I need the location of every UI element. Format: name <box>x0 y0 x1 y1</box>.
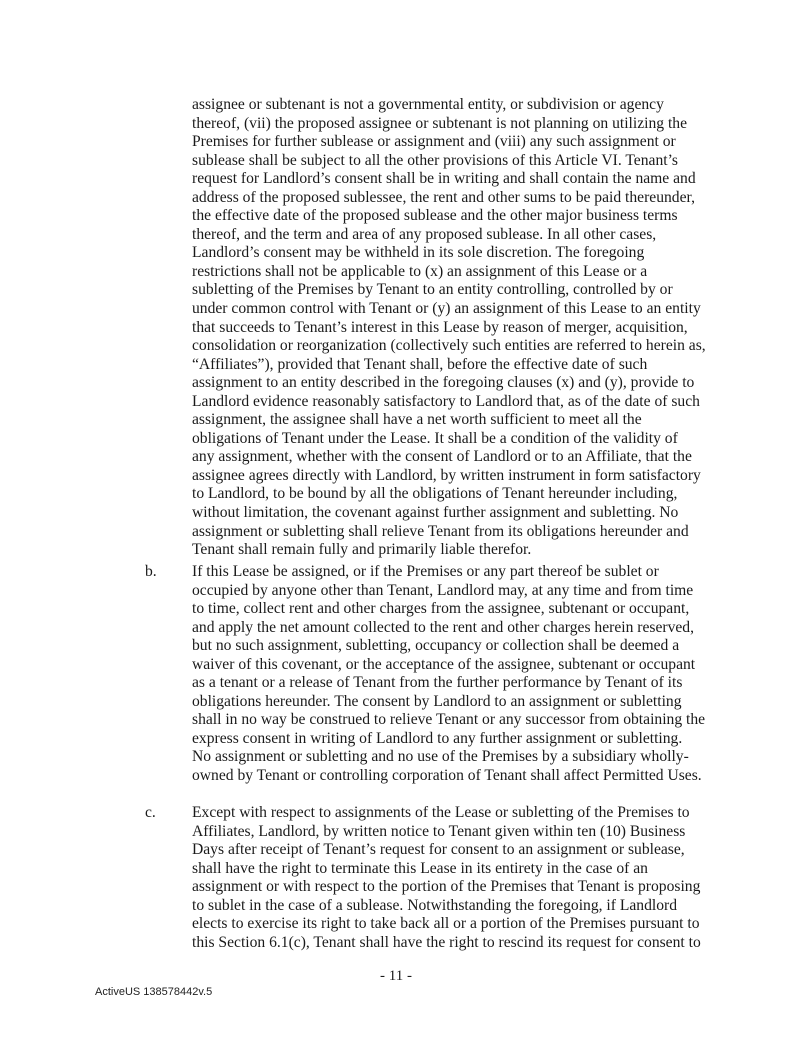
text-line: Except with respect to assignments of the Lease or subletting of the Premises to <box>192 804 690 821</box>
text-line: that succeeds to Tenant’s interest in this Lease by reason of merger, acquisition, <box>192 318 688 336</box>
text-line: this Section 6.1(c), Tenant shall have the right to rescind its request for consent to <box>192 933 701 951</box>
text-line: the effective date of the proposed sublease and the other major business terms <box>192 207 678 225</box>
document-id: ActiveUS 138578442v.5 <box>95 986 213 998</box>
text-line: thereof, and the term and area of any proposed sublease. In all other cases, <box>192 225 657 243</box>
text-line: shall have the right to terminate this Lease in its entirety in the case of an <box>192 859 648 877</box>
text-line: assignment to an entity described in the foregoing clauses (x) and (y), provide to <box>192 374 695 392</box>
page-number: - 11 - <box>380 968 412 984</box>
text-line: without limitation, the covenant against further assignment and subletting. No <box>192 504 679 522</box>
text-line: restrictions shall not be applicable to (x) an assignment of this Lease or a <box>192 262 648 280</box>
text-line: request for Landlord’s consent shall be in writing and shall contain the name and <box>192 170 696 188</box>
text-line: “Affiliates”), provided that Tenant shall, before the effective date of such <box>192 355 648 373</box>
text-line: but no such assignment, subletting, occupancy or collection shall be deemed a <box>192 637 680 655</box>
text-line: address of the proposed sublessee, the rent and other sums to be paid thereunder, <box>192 188 695 206</box>
text-line: owned by Tenant or controlling corporation of Tenant shall affect Permitted Uses. <box>192 767 702 785</box>
section-b-paragraph <box>192 563 722 786</box>
text-line: sublease shall be subject to all the other provisions of this Article VI. Tenant’s <box>192 151 678 169</box>
section-label-c: c. <box>145 804 156 821</box>
text-line: to Landlord, to be bound by all the obligations of Tenant hereunder including, <box>192 485 678 503</box>
text-line: obligations hereunder. The consent by Landlord to an assignment or subletting <box>192 692 682 710</box>
text-line: to time, collect rent and other charges from the assignee, subtenant or occupant, <box>192 600 690 618</box>
text-line: subletting of the Premises by Tenant to an entity controlling, controlled by or <box>192 281 673 299</box>
text-line: waiver of this covenant, or the acceptance of the assignee, subtenant or occupant <box>192 655 696 673</box>
text-line: occupied by anyone other than Tenant, Landlord may, at any time and from time <box>192 581 694 599</box>
text-line: Tenant shall remain fully and primarily liable therefor. <box>192 541 532 559</box>
text-line: and apply the net amount collected to the rent and other charges herein reserved, <box>192 618 694 636</box>
text-line: assignment or subletting shall relieve Tenant from its obligations hereunder and <box>192 522 689 540</box>
text-line: Premises for further sublease or assignment and (viii) any such assignment or <box>192 133 676 151</box>
text-line: as a tenant or a release of Tenant from the further performance by Tenant of its <box>192 674 683 692</box>
text-line: express consent in writing of Landlord to any further assignment or subletting. <box>192 729 683 747</box>
text-line: No assignment or subletting and no use of the Premises by a subsidiary wholly- <box>192 748 689 766</box>
text-line: Landlord’s consent may be withheld in its sole discretion. The foregoing <box>192 244 645 262</box>
continuation-paragraph <box>192 96 722 560</box>
text-line: shall in no way be construed to relieve Tenant or any successor from obtaining the <box>192 711 706 729</box>
text-line: elects to exercise its right to take back all or a portion of the Premises pursuant to <box>192 915 700 933</box>
text-line: to sublet in the case of a sublease. Notwithstanding the foregoing, if Landlord <box>192 896 678 914</box>
text-line: under common control with Tenant or (y) an assignment of this Lease to an entity <box>192 300 701 318</box>
text-line: assignment or with respect to the portion of the Premises that Tenant is proposing <box>192 878 701 896</box>
section-label-b: b. <box>145 563 157 580</box>
section-c-paragraph <box>192 804 722 952</box>
text-line: obligations of Tenant under the Lease. It shall be a condition of the validity of <box>192 429 678 447</box>
text-line: assignee or subtenant is not a governmental entity, or subdivision or agency <box>192 96 664 113</box>
text-line: Landlord evidence reasonably satisfactory to Landlord that, as of the date of such <box>192 392 700 410</box>
text-line: thereof, (vii) the proposed assignee or subtenant is not planning on utilizing the <box>192 114 687 132</box>
text-line: any assignment, whether with the consent of Landlord or to an Affiliate, that the <box>192 448 692 466</box>
text-line: consolidation or reorganization (collectively such entities are referred to herein as, <box>192 337 706 355</box>
text-line: If this Lease be assigned, or if the Premises or any part thereof be sublet or <box>192 563 659 580</box>
text-line: Affiliates, Landlord, by written notice to Tenant given within ten (10) Business <box>192 822 686 840</box>
text-line: assignment, the assignee shall have a net worth sufficient to meet all the <box>192 411 642 429</box>
text-line: Days after receipt of Tenant’s request for consent to an assignment or sublease, <box>192 841 685 859</box>
text-line: assignee agrees directly with Landlord, by written instrument in form satisfactory <box>192 466 701 484</box>
